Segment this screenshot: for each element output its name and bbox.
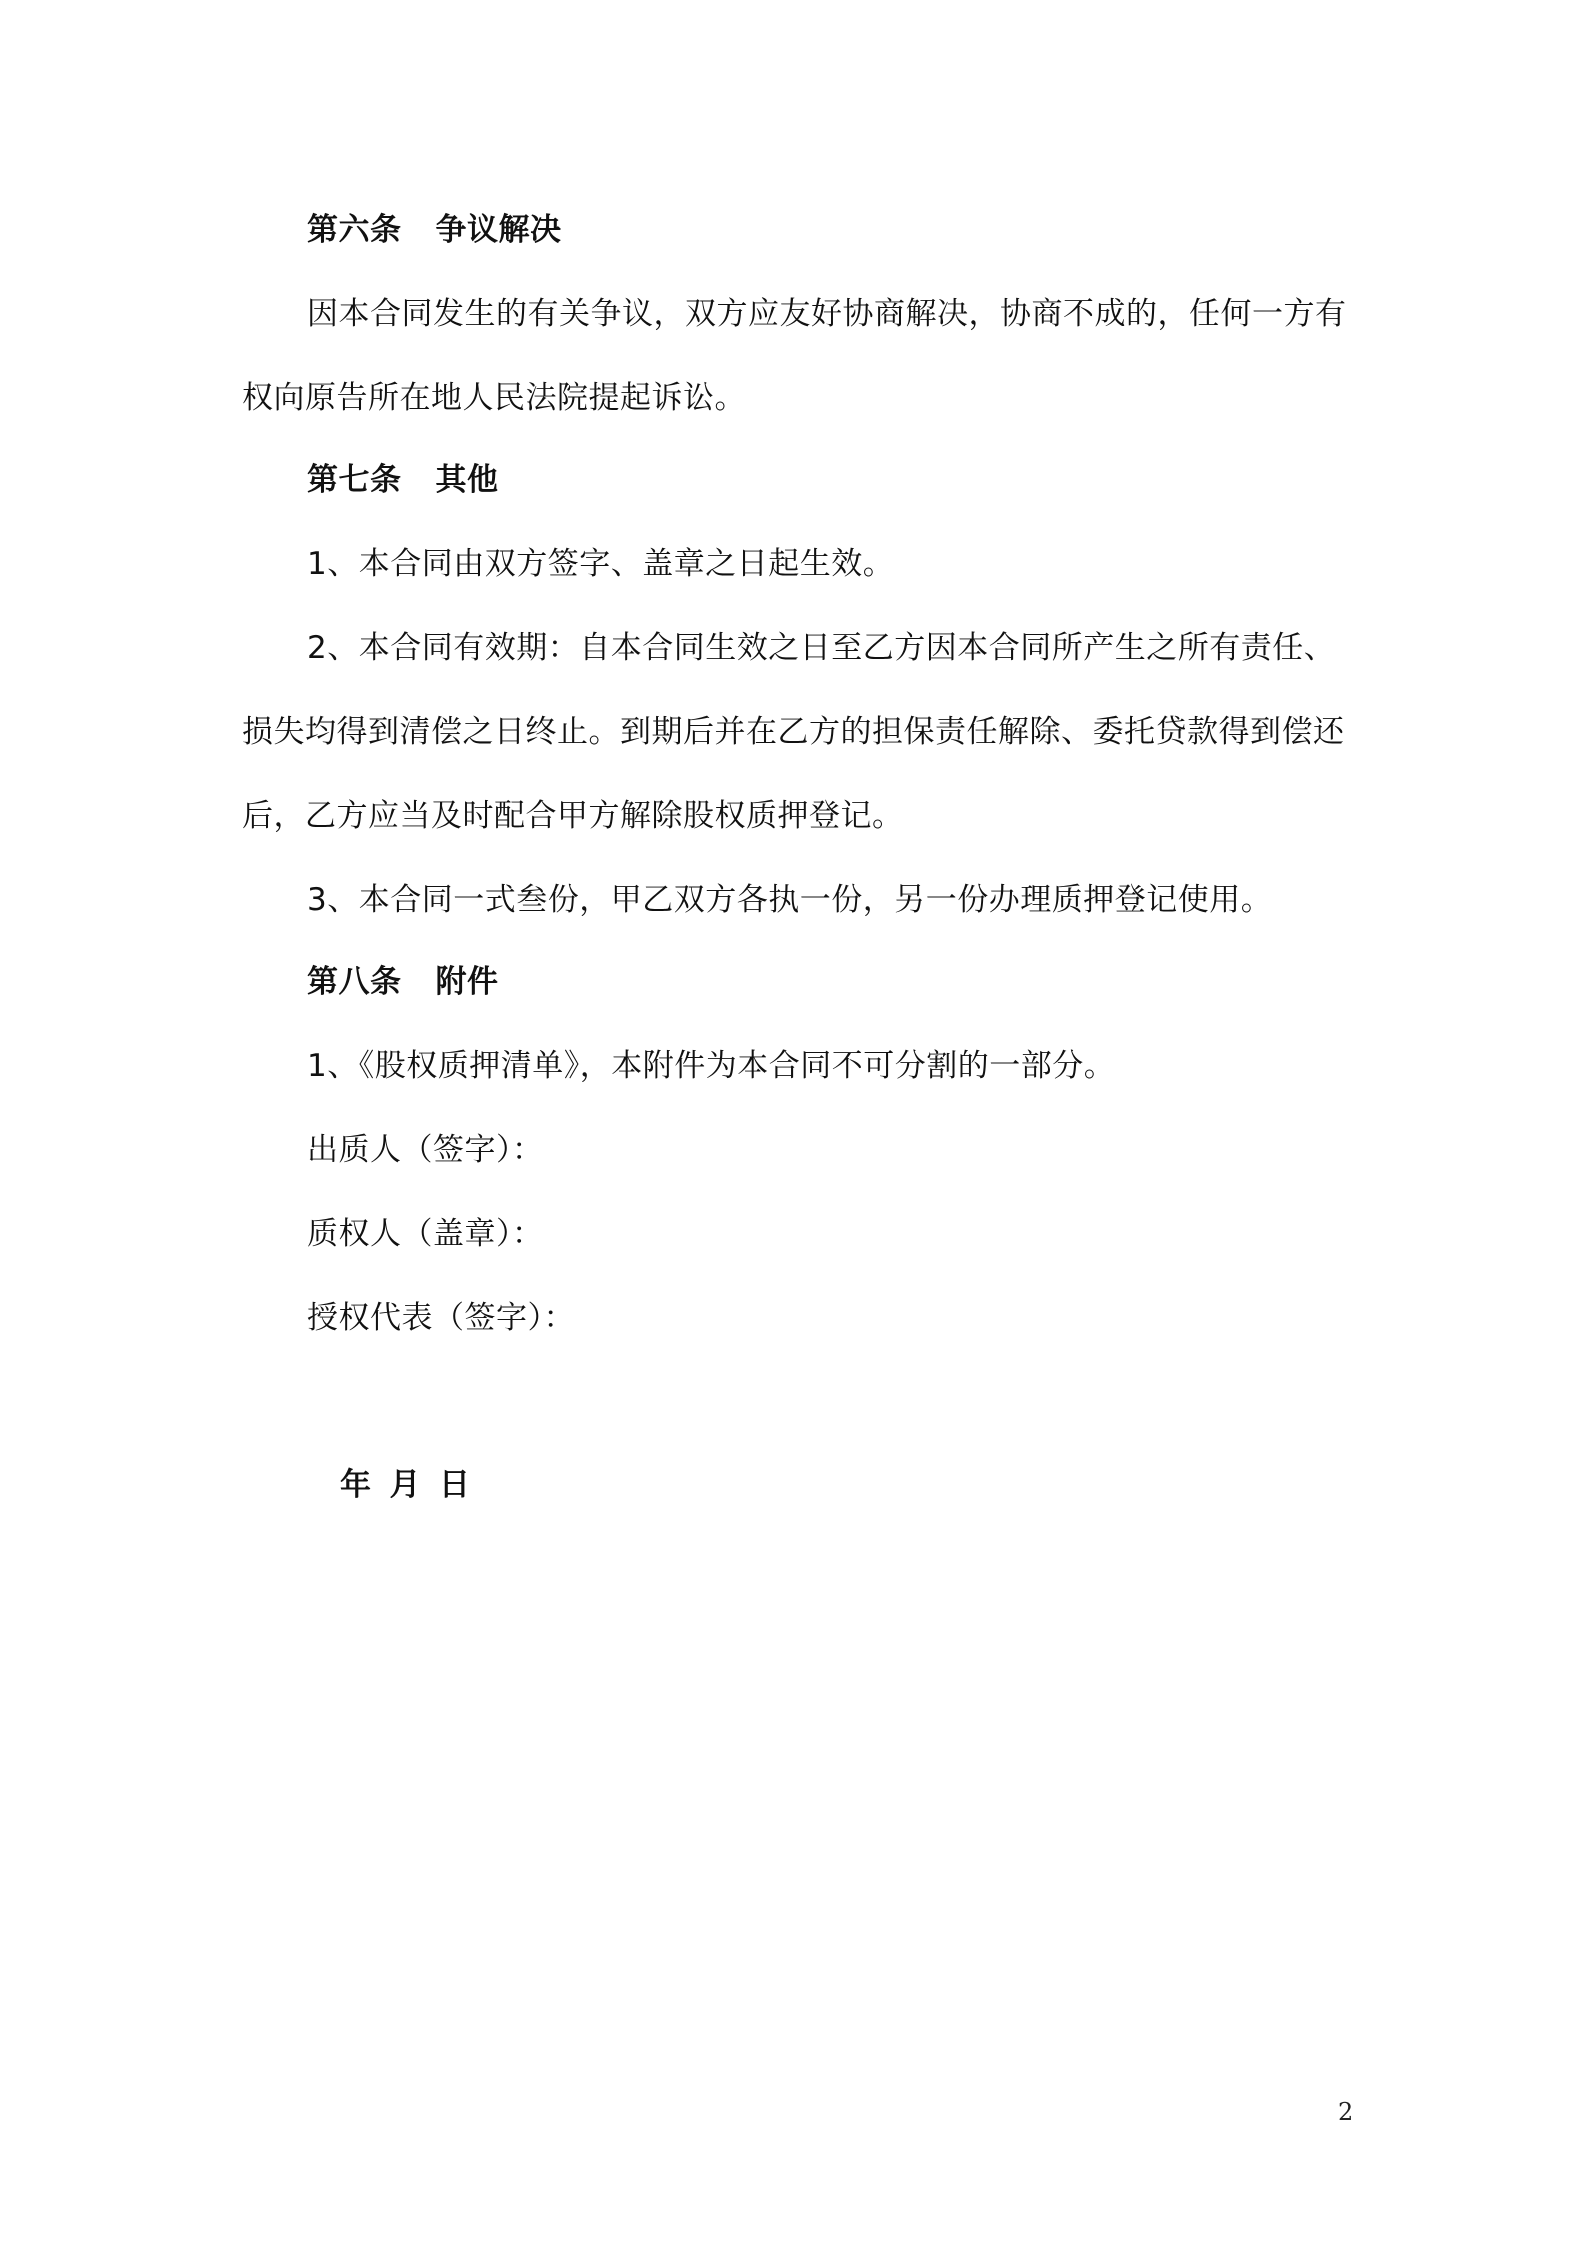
article-6-number: 第六条: [307, 212, 402, 248]
article-7-heading: [307, 460, 499, 500]
pledgor-signature-label: 出质人（签字）：: [307, 1132, 544, 1168]
article-8-number: 第八条: [307, 964, 402, 1000]
article-7-item-3: 3、本合同一式叁份，甲乙双方各执一份，另一份办理质押登记使用。: [307, 882, 1273, 918]
article-6-body-line-2: 权向原告所在地人民法院提起诉讼。: [242, 380, 746, 416]
article-7-item-1: 1、本合同由双方签字、盖章之日起生效。: [307, 546, 895, 582]
article-6-title: 争议解决: [435, 212, 562, 248]
article-7-number: 第七条: [307, 462, 402, 498]
article-7-title: 其他: [435, 462, 499, 498]
article-8-item-1: 1、《股权质押清单》，本附件为本合同不可分割的一部分。: [307, 1048, 1116, 1084]
date-day: 日: [439, 1467, 471, 1503]
article-7-item-2-line-1: 2、本合同有效期：自本合同生效之日至乙方因本合同所产生之所有责任、: [307, 630, 1336, 666]
representative-signature-label: 授权代表（签字）：: [307, 1300, 575, 1336]
date-line: [340, 1465, 489, 1505]
date-month: 月: [389, 1467, 421, 1503]
article-8-heading: [307, 962, 499, 1002]
article-6-heading: [307, 210, 562, 250]
page-number: 2: [1338, 2098, 1354, 2126]
date-year: 年: [340, 1467, 372, 1503]
article-8-title: 附件: [435, 964, 499, 1000]
article-7-item-2-line-3: 后，乙方应当及时配合甲方解除股权质押登记。: [242, 798, 904, 834]
pledgee-seal-label: 质权人（盖章）：: [307, 1216, 544, 1252]
article-6-body-line-1: 因本合同发生的有关争议，双方应友好协商解决，协商不成的，任何一方有: [307, 296, 1347, 332]
article-7-item-2-line-2: 损失均得到清偿之日终止。到期后并在乙方的担保责任解除、委托贷款得到偿还: [242, 714, 1345, 750]
